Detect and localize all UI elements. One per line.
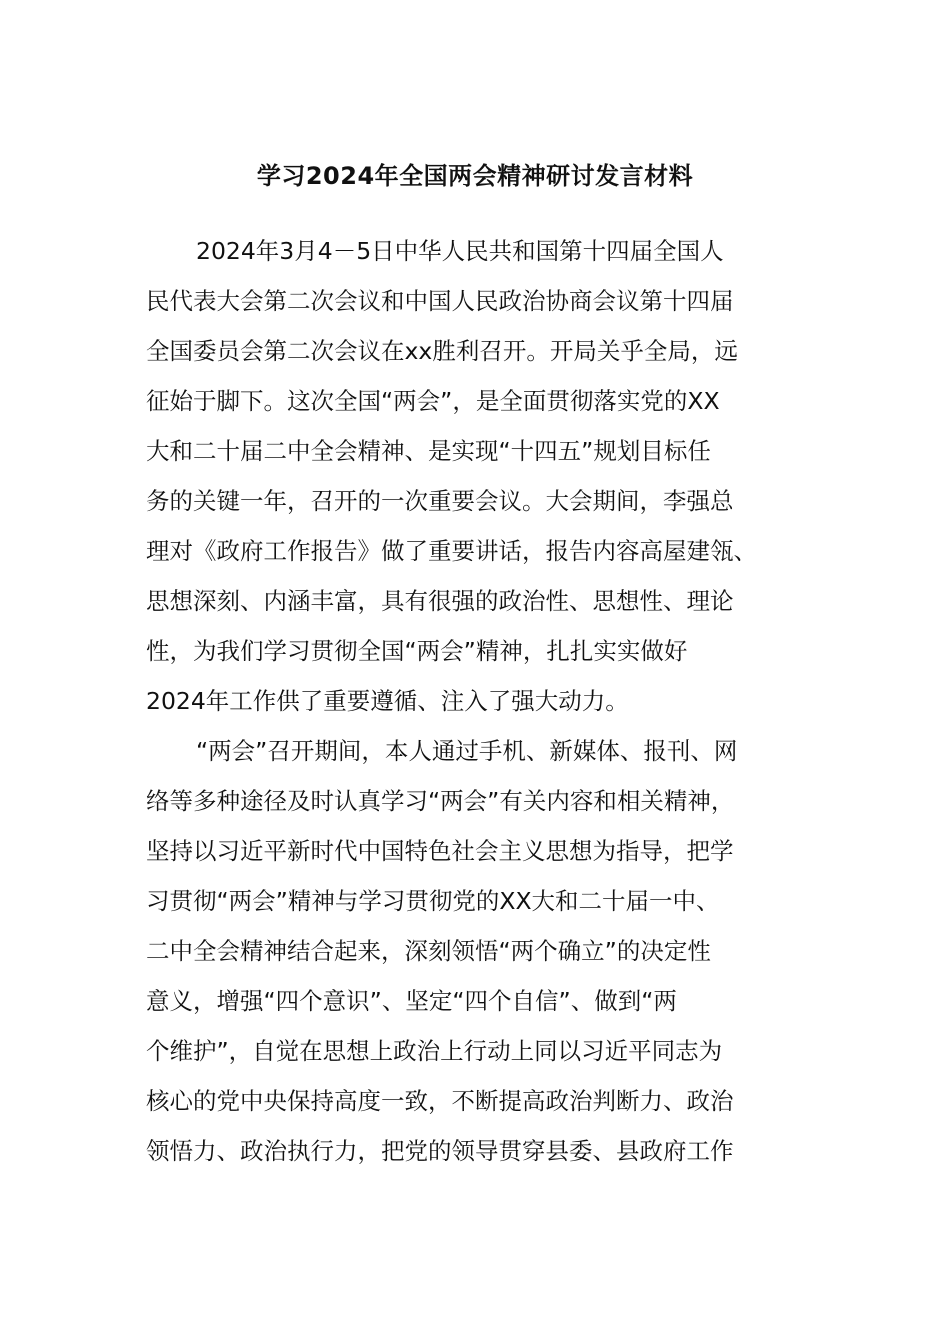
paragraph-line: 习贯彻“两会”精神与学习贯彻党的XX大和二十届一中、 — [146, 887, 720, 915]
paragraph-line: 意义，增强“四个意识”、坚定“四个自信”、做到“两 — [146, 987, 677, 1015]
paragraph-line: 坚持以习近平新时代中国特色社会主义思想为指导，把学 — [146, 837, 734, 865]
paragraph-line: 二中全会精神结合起来，深刻领悟“两个确立”的决定性 — [146, 937, 711, 965]
document-title: 学习2024年全国两会精神研讨发言材料 — [256, 162, 694, 190]
paragraph-line: 2024年3月4－5日中华人民共和国第十四届全国人 — [196, 237, 724, 265]
paragraph-line: 征始于脚下。这次全国“两会”，是全面贯彻落实党的XX — [146, 387, 720, 415]
paragraph-line: 理对《政府工作报告》做了重要讲话，报告内容高屋建瓴、 — [146, 537, 757, 565]
paragraph-line: “两会”召开期间，本人通过手机、新媒体、报刊、网 — [196, 737, 738, 765]
paragraph-line: 2024年工作供了重要遵循、注入了强大动力。 — [146, 687, 629, 715]
paragraph-line: 大和二十届二中全会精神、是实现“十四五”规划目标任 — [146, 437, 711, 465]
paragraph-line: 个维护”，自觉在思想上政治上行动上同以习近平同志为 — [146, 1037, 723, 1065]
paragraph-line: 领悟力、政治执行力，把党的领导贯穿县委、县政府工作 — [146, 1137, 734, 1165]
paragraph-line: 民代表大会第二次会议和中国人民政治协商会议第十四届 — [146, 287, 734, 315]
paragraph-line: 全国委员会第二次会议在xx胜利召开。开局关乎全局，远 — [146, 337, 738, 365]
paragraph-line: 务的关键一年，召开的一次重要会议。大会期间，李强总 — [146, 487, 734, 515]
document-body — [146, 226, 806, 1176]
paragraph-line: 核心的党中央保持高度一致，不断提高政治判断力、政治 — [146, 1087, 734, 1115]
paragraph-line: 性，为我们学习贯彻全国“两会”精神，扎扎实实做好 — [146, 637, 688, 665]
paragraph-line: 络等多种途径及时认真学习“两会”有关内容和相关精神， — [146, 787, 735, 815]
paragraph-line: 思想深刻、内涵丰富，具有很强的政治性、思想性、理论 — [146, 587, 734, 615]
